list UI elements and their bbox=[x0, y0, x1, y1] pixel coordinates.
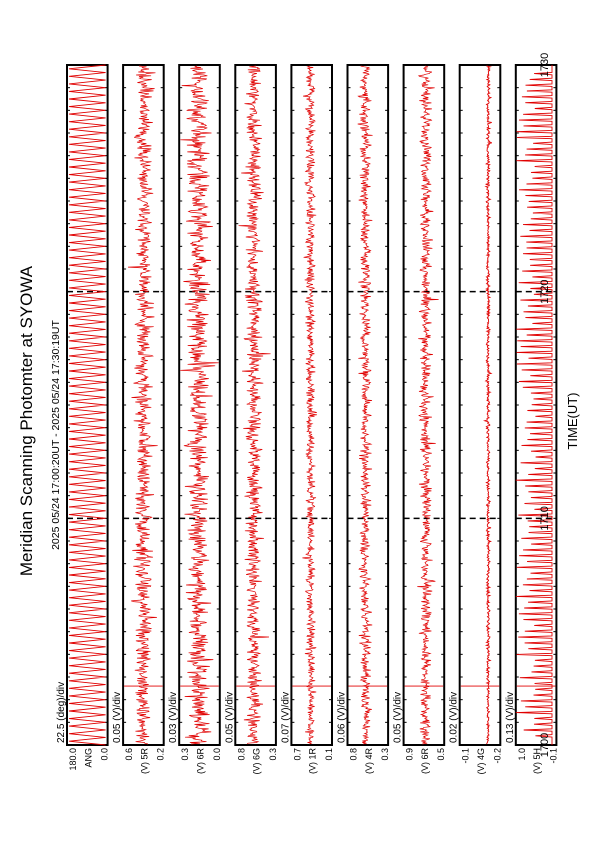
panel-scale-label: 0.05 (V)/div bbox=[224, 691, 236, 743]
panel-scale-label: 0.03 (V)/div bbox=[168, 691, 180, 743]
y-tick-label-bottom: 0.3 bbox=[380, 748, 391, 761]
panel-channel-label: (V) 4R bbox=[363, 748, 374, 775]
x-tick-label: 1730 bbox=[539, 52, 551, 78]
panel-channel-label: (V) 6R bbox=[195, 748, 206, 775]
trace-line bbox=[485, 66, 492, 744]
y-tick-label-bottom: -0.1 bbox=[548, 748, 559, 764]
panel-1 bbox=[56, 65, 110, 771]
trace-line bbox=[417, 66, 438, 744]
panel-channel-label: (V) 5R bbox=[139, 748, 150, 775]
panel-4 bbox=[224, 65, 278, 775]
y-tick-label-top: 0.9 bbox=[404, 748, 415, 761]
y-tick-label-bottom: 0.5 bbox=[436, 748, 447, 761]
trace-line bbox=[358, 66, 373, 744]
panels-group bbox=[56, 65, 558, 775]
time-range-label: 2025 05/24 17:00:20UT - 2025 05/24 17:30:19UT bbox=[50, 320, 62, 550]
y-tick-label-top: 0.3 bbox=[180, 748, 191, 761]
panel-channel-label: (V) 1R bbox=[307, 748, 318, 775]
trace-line bbox=[69, 65, 106, 745]
y-tick-label-top: 180.0 bbox=[68, 748, 78, 771]
x-tick-label: 1720 bbox=[539, 279, 551, 304]
panel-scale-label: 0.05 (V)/div bbox=[112, 691, 124, 743]
panel-6 bbox=[337, 65, 391, 774]
trace-line bbox=[128, 66, 158, 744]
y-tick-label-top: 1.0 bbox=[516, 748, 527, 761]
y-tick-label-bottom: 0.0 bbox=[211, 748, 222, 761]
panel-scale-label: 0.07 (V)/div bbox=[280, 691, 292, 743]
panel-3 bbox=[168, 65, 222, 774]
y-tick-label-top: -0.1 bbox=[460, 748, 471, 764]
panel-scale-label: 0.06 (V)/div bbox=[336, 691, 348, 743]
panel-channel-label: ANG bbox=[83, 748, 94, 768]
trace-line bbox=[516, 65, 552, 745]
panel-scale-label: 0.05 (V)/div bbox=[392, 691, 404, 743]
y-tick-label-bottom: 0.3 bbox=[267, 748, 278, 761]
x-tick-label: 1710 bbox=[539, 506, 551, 531]
panel-channel-label: (V) 6G bbox=[251, 748, 262, 775]
x-tick-label: 1700 bbox=[539, 732, 551, 758]
panel-channel-label: (V) 6R bbox=[419, 748, 430, 775]
y-tick-label-bottom: 0.0 bbox=[99, 748, 110, 761]
trace-line bbox=[180, 66, 219, 744]
panel-9 bbox=[505, 65, 559, 774]
panel-scale-label: 22.5 (deg)/div bbox=[56, 681, 67, 743]
y-tick-label-top: 0.8 bbox=[236, 748, 247, 761]
trace-line bbox=[302, 66, 317, 744]
y-tick-label-top: 0.8 bbox=[348, 748, 359, 761]
panel-frame bbox=[460, 65, 501, 745]
chart-title: Meridian Scanning Photomter at SYOWA bbox=[17, 265, 36, 577]
panel-5 bbox=[280, 65, 334, 774]
y-tick-label-bottom: 0.2 bbox=[155, 748, 166, 761]
panel-scale-label: 0.13 (V)/div bbox=[504, 691, 516, 743]
chart-group bbox=[17, 53, 580, 775]
panel-7 bbox=[393, 65, 447, 774]
panel-channel-label: (V) 4G bbox=[476, 748, 486, 775]
panel-channel-label: (V) 5H bbox=[532, 748, 543, 775]
panel-scale-label: 0.02 (V)/div bbox=[448, 691, 460, 743]
panel-8 bbox=[449, 65, 503, 775]
x-axis-label: TIME(UT) bbox=[565, 392, 580, 450]
panel-frame bbox=[291, 65, 332, 745]
panel-2 bbox=[112, 65, 166, 774]
trace-line bbox=[239, 66, 271, 744]
y-tick-label-top: 0.7 bbox=[292, 748, 303, 761]
y-tick-label-bottom: -0.2 bbox=[492, 748, 503, 764]
y-tick-label-bottom: 0.1 bbox=[324, 748, 334, 761]
y-tick-label-top: 0.6 bbox=[124, 748, 135, 761]
